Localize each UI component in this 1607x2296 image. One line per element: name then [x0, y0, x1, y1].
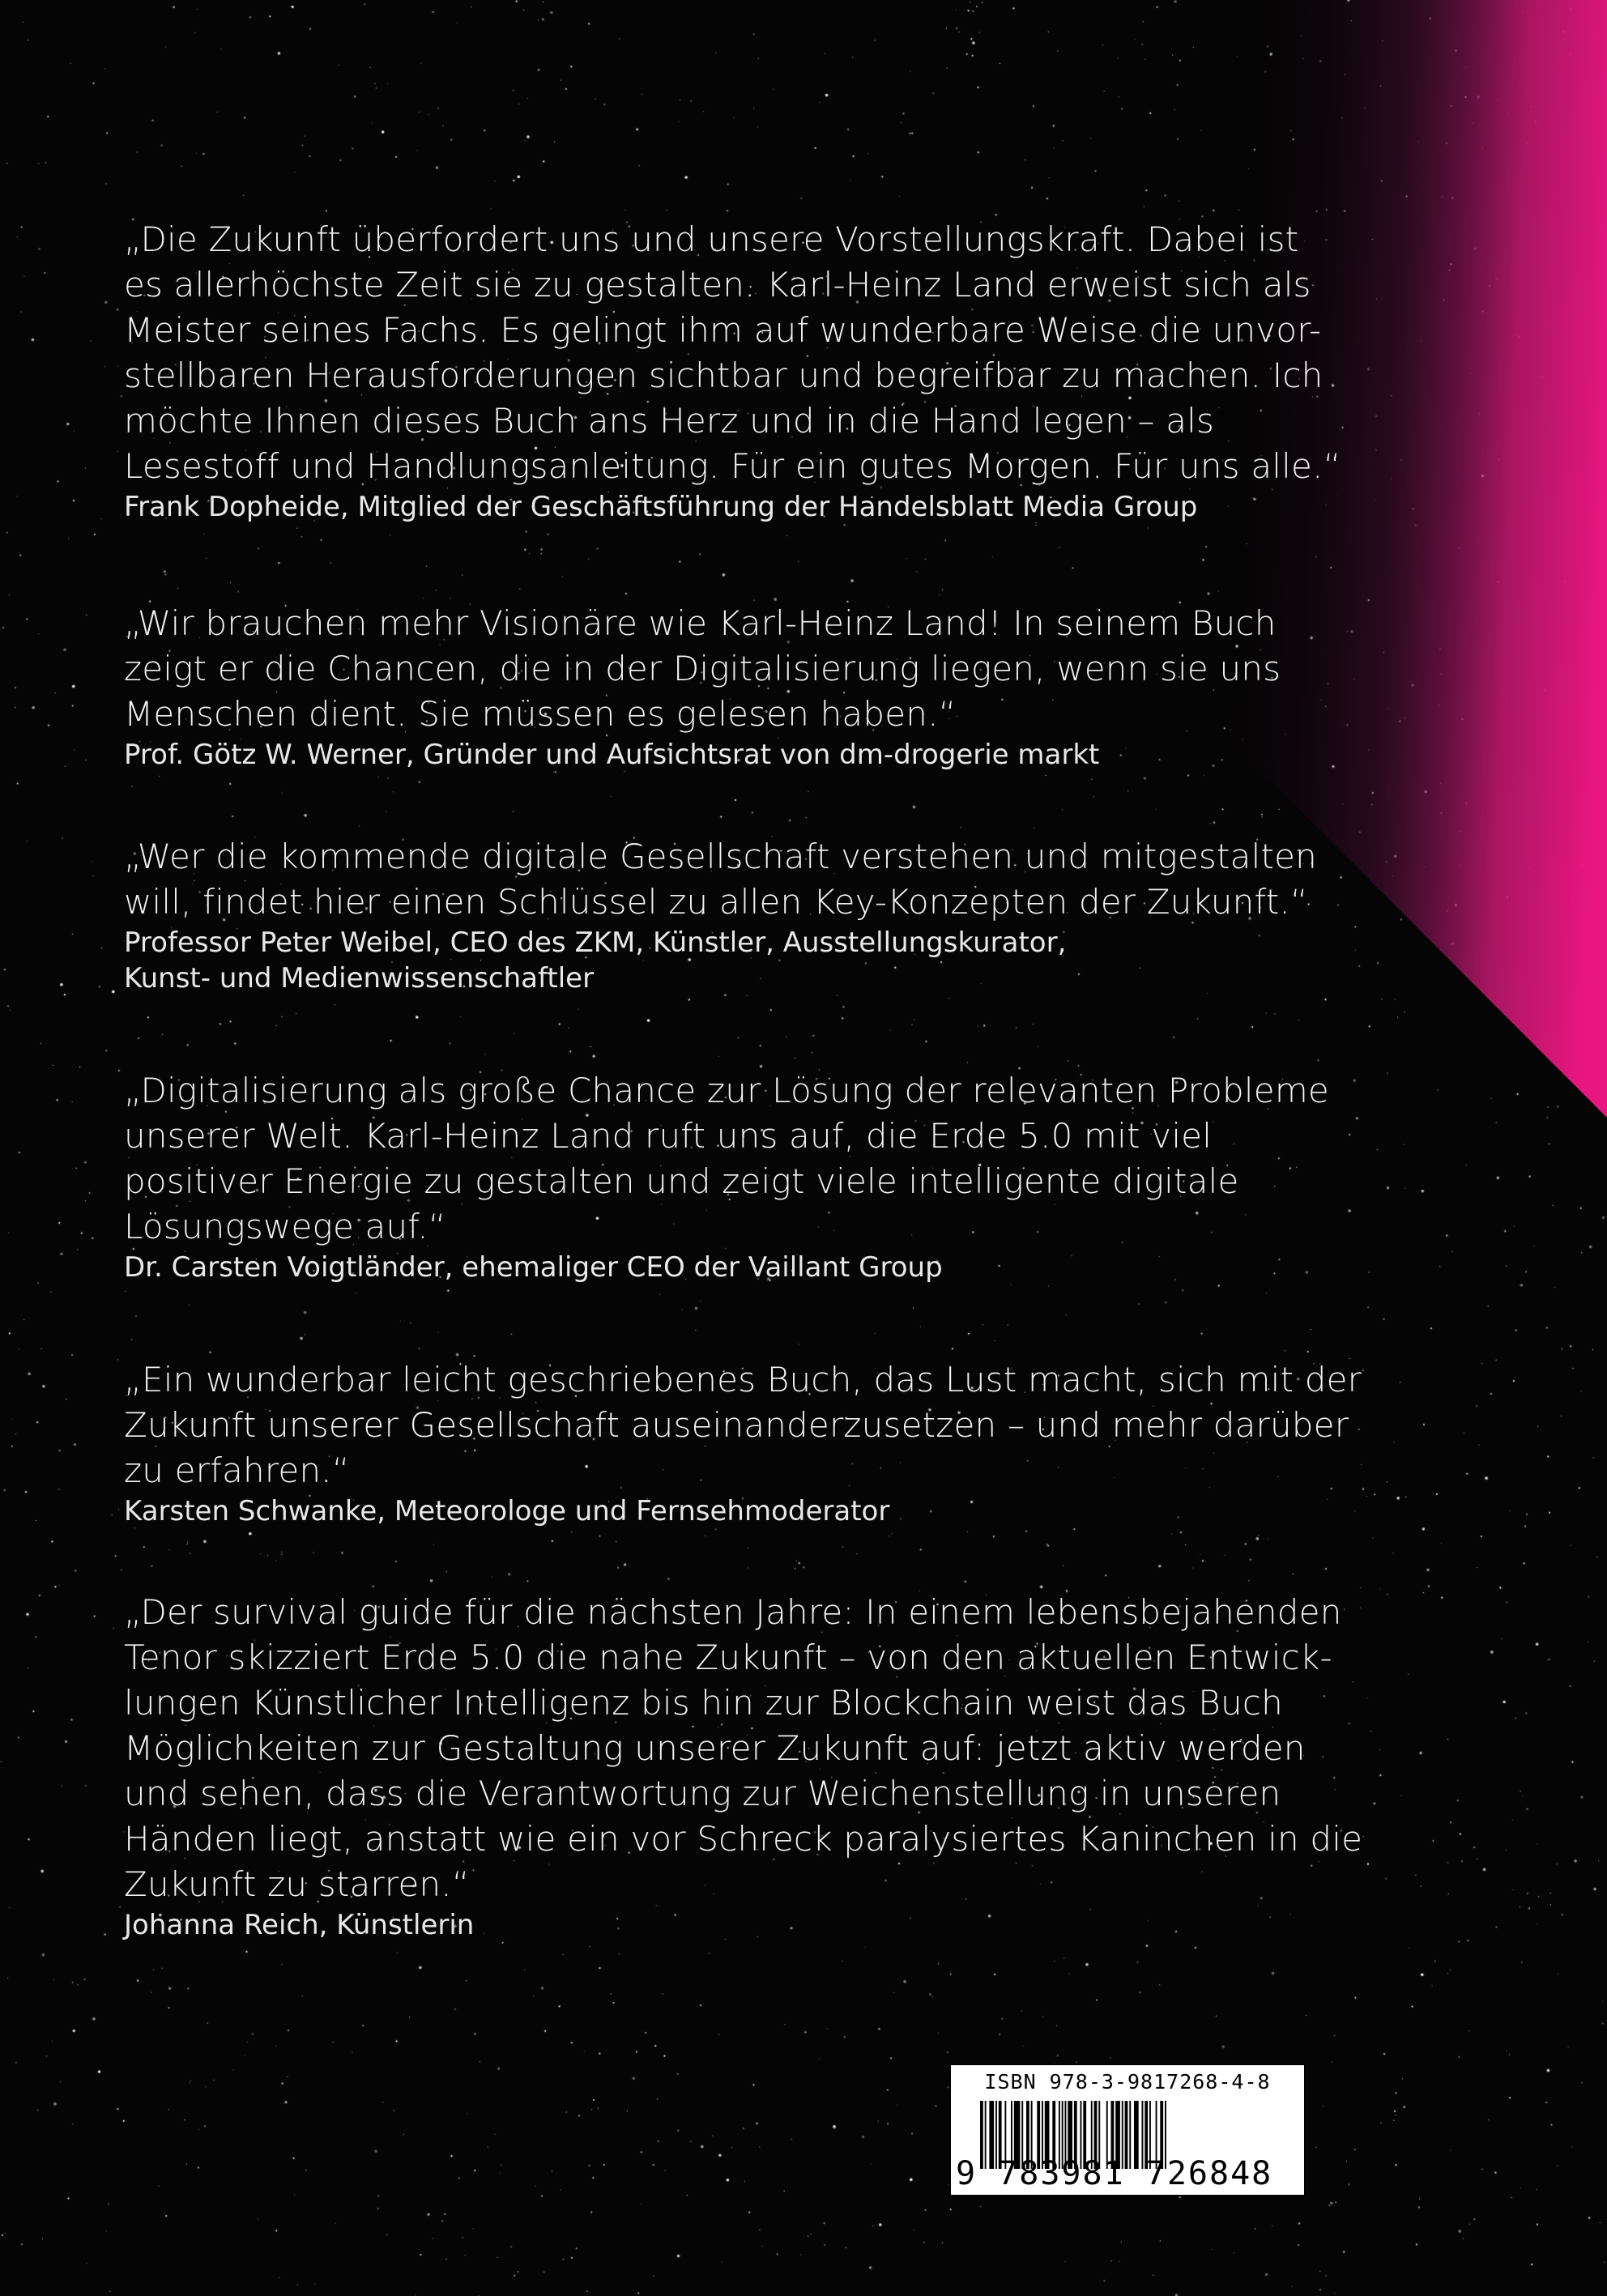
quote-line: Lösungswege auf.“	[124, 1207, 446, 1246]
quote-attribution	[124, 489, 1341, 525]
attribution-line: Karsten Schwanke, Meteorologe und Fernsehmoderator	[124, 1495, 890, 1527]
attribution-line: Dr. Carsten Voigtländer, ehemaliger CEO der Vaillant Group	[124, 1251, 943, 1284]
quote-line: stellbaren Herausforderungen sichtbar und begreifbar zu machen. Ich	[124, 356, 1324, 395]
quote-reich	[124, 1590, 1362, 1943]
quote-line: Zukunft zu starren.“	[124, 1864, 470, 1904]
quote-text	[124, 1590, 1362, 1907]
quote-line: Menschen dient. Sie müssen es gelesen haben.“	[124, 694, 957, 734]
quote-weibel	[124, 834, 1317, 996]
quote-line: „Wer die kommende digitale Gesellschaft verstehen und mitgestalten	[124, 837, 1317, 876]
isbn-barcode	[949, 2064, 1306, 2196]
quote-attribution	[124, 1250, 1329, 1285]
quote-attribution	[124, 737, 1281, 773]
quote-schwanke	[124, 1357, 1362, 1529]
quote-line: es allerhöchste Zeit sie zu gestalten. Karl-Heinz Land erweist sich als	[124, 265, 1311, 305]
quote-line: positiver Energie zu gestalten und zeigt viele intelligente digitale	[124, 1161, 1239, 1201]
quote-attribution	[124, 925, 1317, 996]
quote-line: will, findet hier einen Schlüssel zu allen Key-Konzepten der Zukunft.“	[124, 882, 1308, 922]
quote-text	[124, 1068, 1329, 1250]
quote-line: „Die Zukunft überfordert uns und unsere Vorstellungskraft. Dabei ist	[124, 219, 1299, 259]
attribution-line: Kunst- und Medienwissenschaftler	[124, 962, 595, 995]
quote-line: „Ein wunderbar leicht geschriebenes Buch, das Lust macht, sich mit der	[124, 1360, 1362, 1399]
quote-line: Meister seines Fachs. Es gelingt ihm auf wunderbare Weise die unvor-	[124, 310, 1322, 350]
quote-line: Möglichkeiten zur Gestaltung unserer Zukunft auf: jetzt aktiv werden	[124, 1728, 1306, 1768]
attribution-line: Johanna Reich, Künstlerin	[124, 1909, 475, 1941]
isbn-label: ISBN 978-3-9817268-4-8	[984, 2070, 1271, 2094]
quote-line: Händen liegt, anstatt wie ein vor Schreck paralysiertes Kaninchen in die	[124, 1819, 1363, 1859]
ean-digits: 9 783981 726848	[956, 2155, 1273, 2192]
quote-line: Lesestoff und Handlungsanleitung. Für ein gutes Morgen. Für uns alle.“	[124, 446, 1341, 486]
quote-dopheide	[124, 217, 1341, 525]
quote-line: unserer Welt. Karl-Heinz Land ruft uns auf, die Erde 5.0 mit viel	[124, 1116, 1213, 1156]
quote-text	[124, 1357, 1362, 1493]
quote-line: Tenor skizziert Erde 5.0 die nahe Zukunft – von den aktuellen Entwick-	[124, 1638, 1332, 1677]
attribution-line: Frank Dopheide, Mitglied der Geschäftsführung der Handelsblatt Media Group	[124, 491, 1198, 523]
quote-line: und sehen, dass die Verantwortung zur Weichenstellung in unseren	[124, 1774, 1281, 1813]
quote-line: lungen Künstlicher Intelligenz bis hin zur Blockchain weist das Buch	[124, 1683, 1283, 1723]
quote-voigtlaender	[124, 1068, 1329, 1285]
quote-line: „Der survival guide für die nächsten Jahre: In einem lebensbejahenden	[124, 1592, 1342, 1632]
quote-text	[124, 601, 1281, 737]
quote-werner	[124, 601, 1281, 773]
quote-attribution	[124, 1907, 1362, 1943]
quote-line: „Digitalisierung als große Chance zur Lösung der relevanten Probleme	[124, 1071, 1329, 1110]
quote-line: „Wir brauchen mehr Visionäre wie Karl-Heinz Land! In seinem Buch	[124, 603, 1277, 643]
attribution-line: Prof. Götz W. Werner, Gründer und Aufsichtsrat von dm-drogerie markt	[124, 739, 1100, 771]
quote-text	[124, 834, 1317, 925]
quote-line: Zukunft unserer Gesellschaft auseinanderzusetzen – und mehr darüber	[124, 1405, 1349, 1445]
attribution-line: Professor Peter Weibel, CEO des ZKM, Künstler, Ausstellungskurator,	[124, 926, 1067, 959]
quote-line: möchte Ihnen dieses Buch ans Herz und in die Hand legen – als	[124, 401, 1215, 441]
quote-line: zu erfahren.“	[124, 1450, 350, 1490]
quote-attribution	[124, 1493, 1362, 1529]
quote-text	[124, 217, 1341, 489]
quote-line: zeigt er die Chancen, die in der Digitalisierung liegen, wenn sie uns	[124, 649, 1281, 688]
